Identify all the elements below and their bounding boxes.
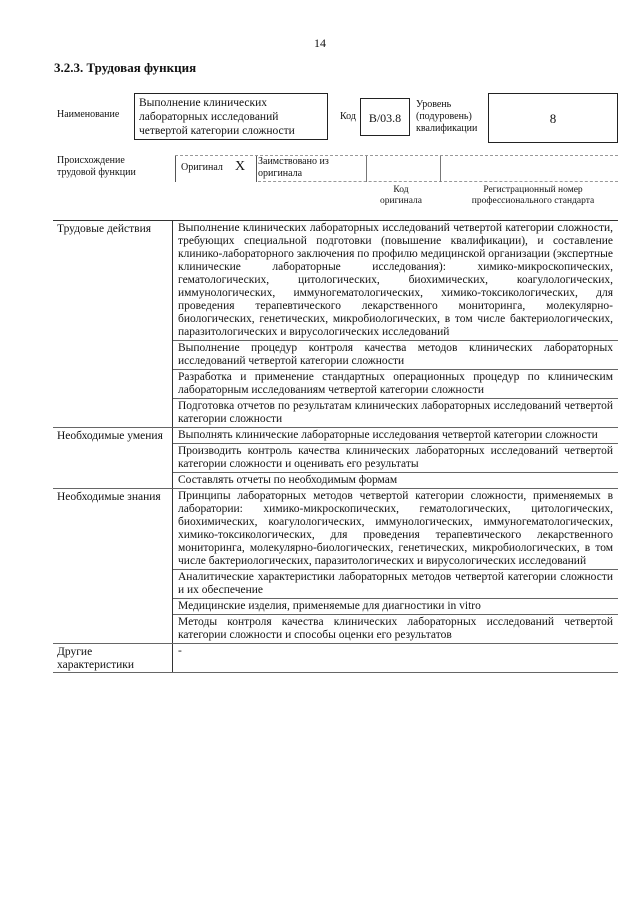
list-item: Составлять отчеты по необходимым формам [178, 474, 398, 486]
list-item: Аналитические характеристики лабораторных методов четвертой категории сложности и их обеспечение [173, 570, 618, 599]
list-item: Разработка и применение стандартных операционных процедур по клиническим лабораторным исследованиям четвертой категории сложности [173, 370, 618, 399]
list-item: Принципы лабораторных методов четвертой категории сложности, применяемых в лаборатории: химико-микроскопических, гематологических, цитологических, биохимических, коагулологических, иммунологических, иммуногематологических, химико-токсикологических, для проведения терапевтического лекарственного мониторинга, молекулярно-биологических, генетических, микробиологических, в том числе бактериологических, паразитологических и вирусологических исследований [173, 489, 618, 570]
row-content [173, 644, 618, 672]
row-content [173, 428, 618, 488]
list-item: Производить контроль качества клинических лабораторных исследований четвертой категории сложности и оценивать его результаты [173, 444, 618, 473]
origin-divider-1 [366, 156, 367, 182]
list-item: Выполнение клинических лабораторных исследований четвертой категории сложности, требующих специальной подготовки (повышение квалификации), и составление клинико-лабораторного заключения по профилю медицинской организации (экспертные клинические лабораторные исследования): химико-микроскопических, гематологических, цитологических, биохимических, коагулологических, иммунологических, иммуногематологических, химико-токсикологических, для проведения терапевтического лекарственного мониторинга, молекулярно-биологических, генетических, микробиологических, в том числе бактериологических, паразитологических и вирусологических исследований [173, 221, 618, 341]
qualification-level-field: 8 [488, 93, 618, 143]
original-label: Оригинал [181, 162, 223, 173]
list-item: Медицинские изделия, применяемые для диагностики in vitro [173, 599, 618, 615]
labor-function-table [53, 220, 618, 673]
row-content [173, 221, 618, 427]
table-row-knowledge [53, 489, 618, 644]
list-item: Выполнение процедур контроля качества методов клинических лабораторных исследований четвертой категории сложности [173, 341, 618, 370]
naming-label: Наименование [57, 109, 120, 120]
table-row-other [53, 644, 618, 673]
row-header: Другие характеристики [53, 644, 173, 672]
origin-divider-2 [440, 156, 441, 182]
borrowed-label: Заимствовано из оригинала [258, 156, 329, 179]
section-heading: 3.2.3. Трудовая функция [54, 60, 197, 75]
list-item: Методы контроля качества клинических лабораторных исследований четвертой категории сложности и способы оценки его результатов [178, 616, 613, 641]
function-name-field: Выполнение клинических лабораторных исследований четвертой категории сложности [134, 93, 328, 140]
original-code-caption: Код оригинала [380, 185, 422, 206]
list-item: - [178, 645, 182, 657]
row-header: Трудовые действия [53, 221, 173, 427]
function-code-field: B/03.8 [360, 98, 410, 136]
list-item: Подготовка отчетов по результатам клинических лабораторных исследований четвертой категории сложности [178, 400, 613, 425]
origin-bottom-border [258, 181, 618, 182]
page-number: 14 [314, 36, 326, 50]
registration-number-caption: Регистрационный номер профессионального стандарта [471, 185, 595, 206]
row-content [173, 489, 618, 643]
origin-label: Происхождение трудовой функции [57, 155, 136, 178]
origin-top-border [175, 155, 618, 156]
row-header: Необходимые знания [53, 489, 173, 643]
table-row-skills [53, 428, 618, 489]
table-row-labor-actions [53, 221, 618, 428]
code-label: Код [340, 111, 356, 122]
list-item: Выполнять клинические лабораторные исследования четвертой категории сложности [173, 428, 618, 444]
qualification-level-label: Уровень (подуровень) квалификации [416, 99, 478, 134]
original-mark: X [235, 159, 246, 174]
row-header: Необходимые умения [53, 428, 173, 488]
